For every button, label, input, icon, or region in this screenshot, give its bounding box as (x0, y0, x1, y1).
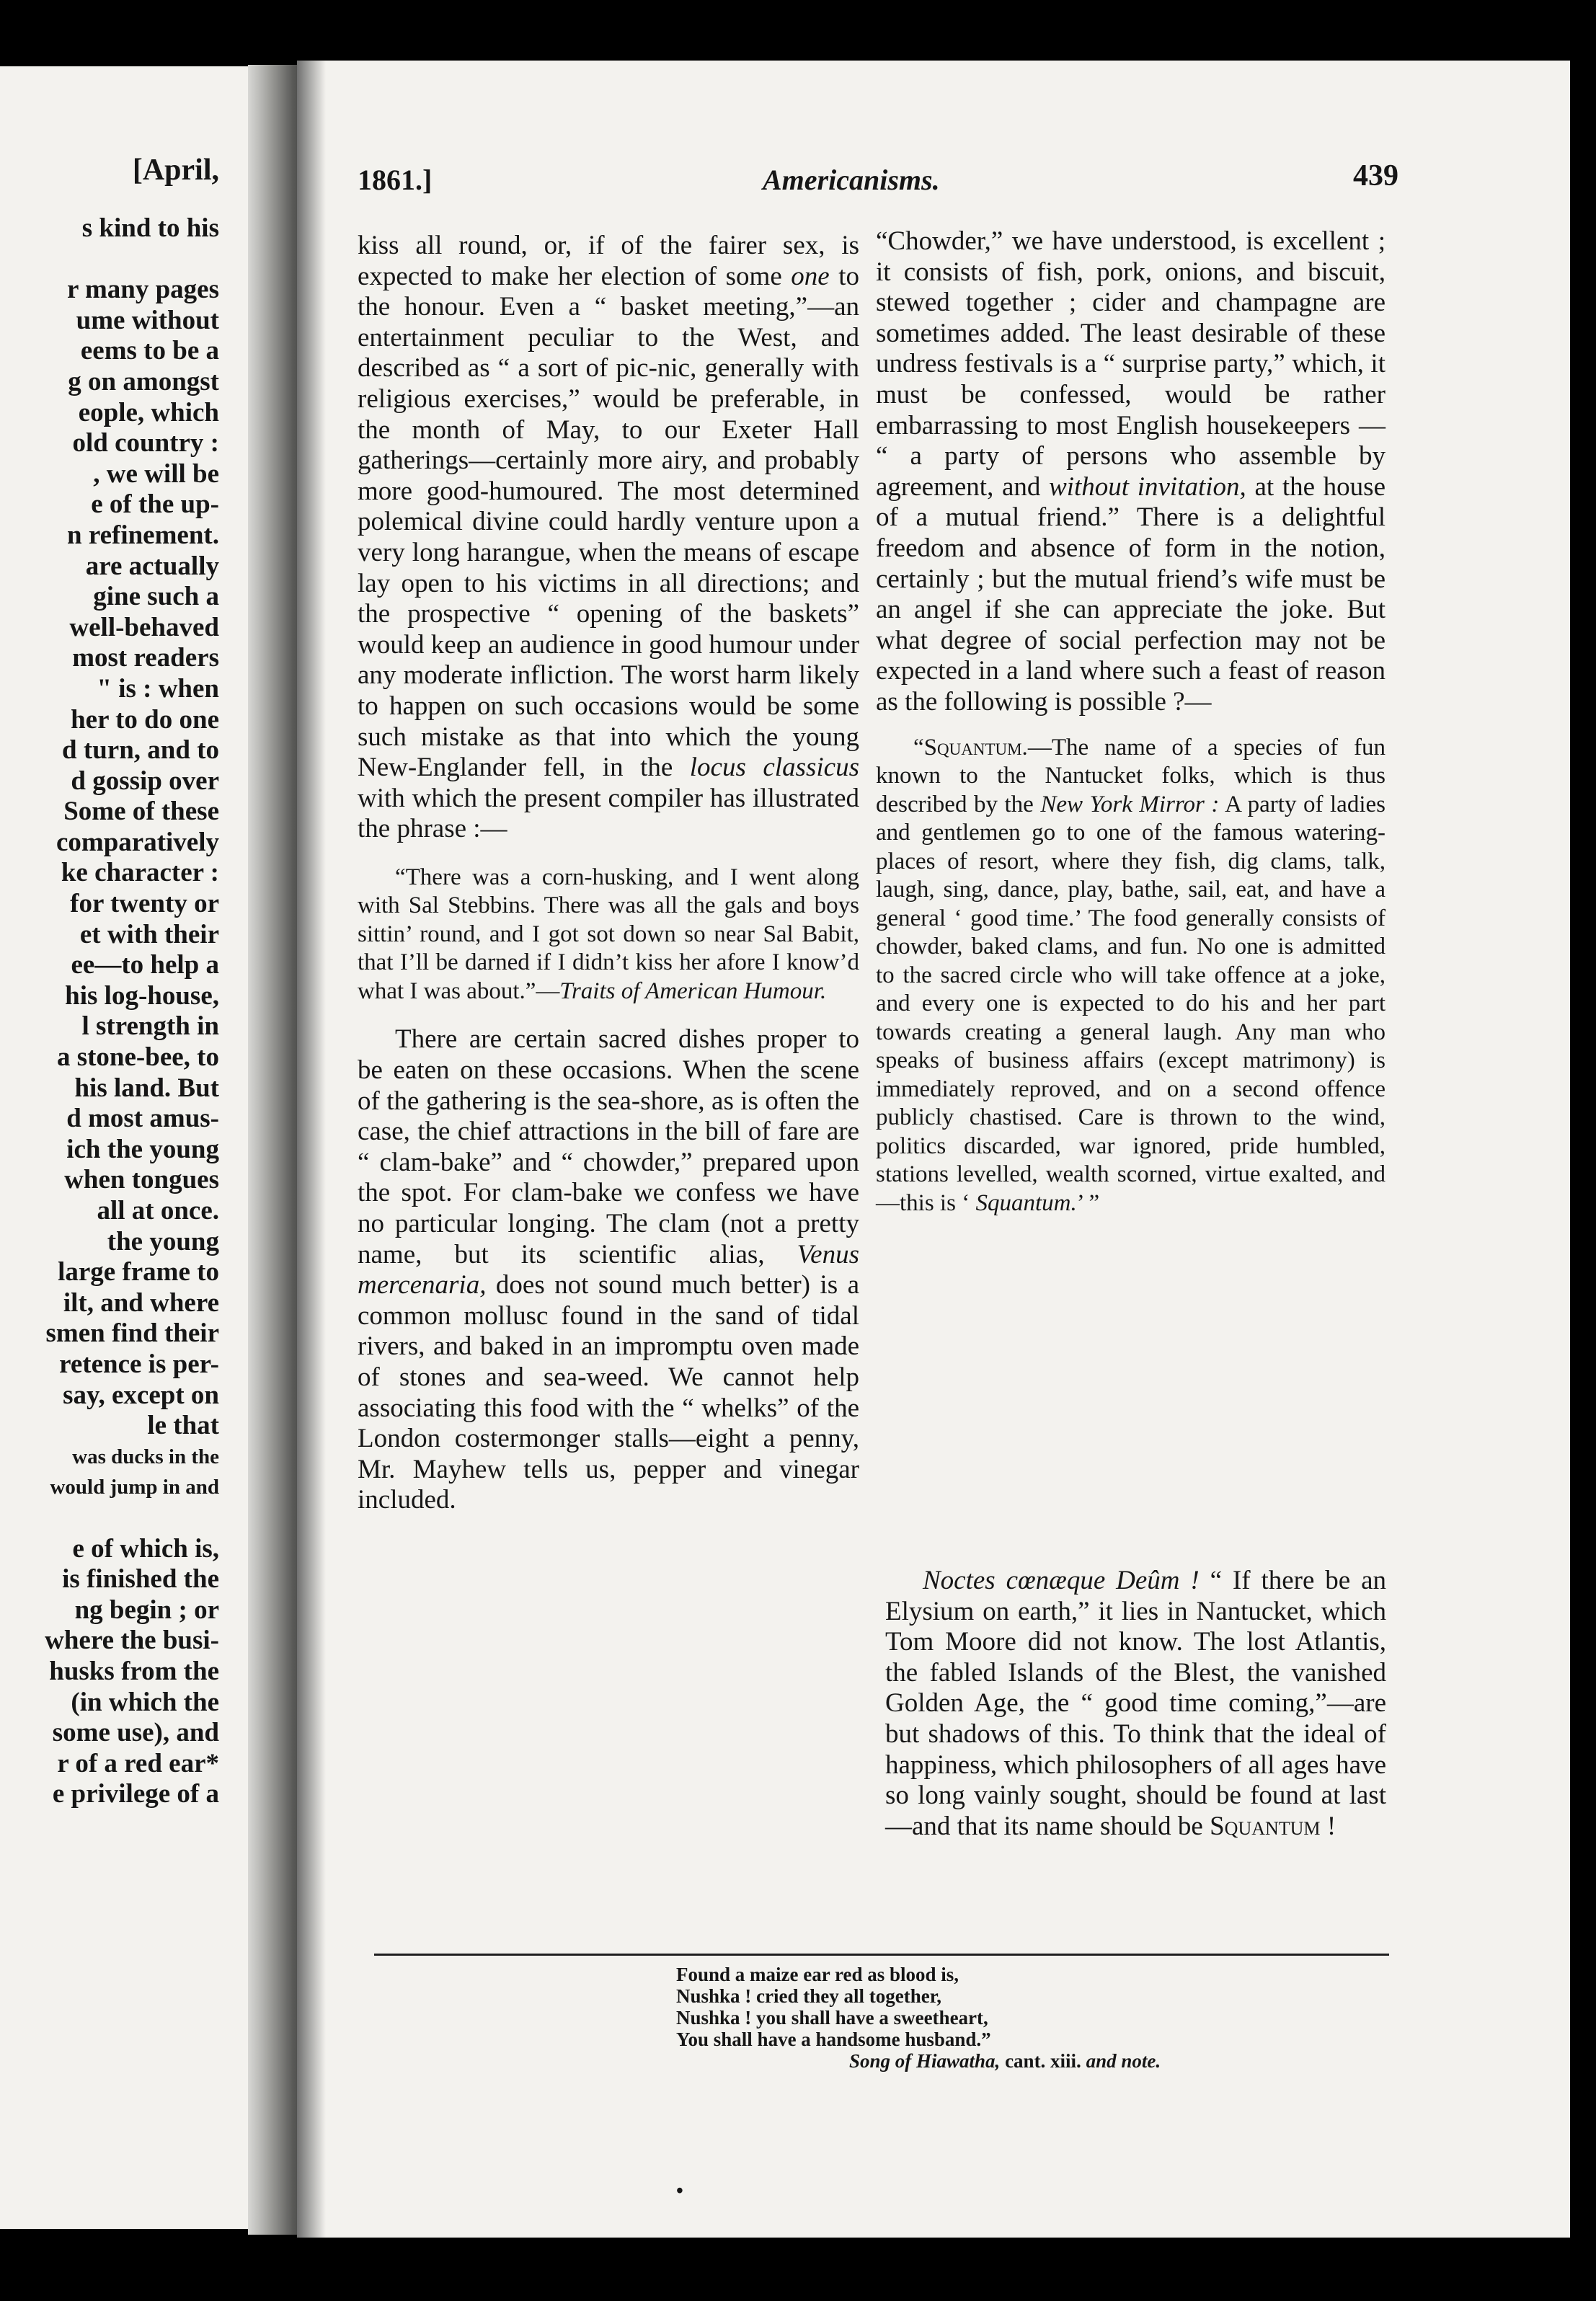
left-line: l strength in (81, 1011, 219, 1042)
left-line: ng begin ; or (74, 1595, 219, 1625)
footnote-rule (374, 1954, 1389, 1956)
footnote-line: Nushka ! cried they all together, (676, 1985, 941, 2007)
left-page-text (45, 213, 219, 1810)
left-line: her to do one (71, 704, 219, 735)
running-head-year: 1861.] (358, 164, 433, 196)
running-head-title: Americanisms. (763, 164, 940, 196)
left-line: the young (107, 1226, 219, 1256)
paragraph-basket-meeting (358, 231, 859, 845)
footnote-line: Found a maize ear red as blood is, (676, 1964, 959, 1985)
citation-title: Song of Hiawatha, (849, 2050, 1001, 2072)
left-line: his log-house, (65, 980, 219, 1011)
left-line: e of which is, (72, 1533, 219, 1564)
left-line: a stone-bee, to (56, 1042, 219, 1073)
text-run: A party of ladies and gentlemen go to one of the famous watering-places of resort, where they fish, dig clams, talk, laugh, sing, dance, play, bathe, sail, eat, and have a general ‘ good time.’ The food generally consists of chowder, baked clams, and fun. No one is admitted to the sacred circle who will take offence at a joke, and every one is expected to do his and her part towards creating a general laugh. Any man who speaks of business affairs (except matrimony) is immediately reproved, and on a second offence publicly chastised. Care is thrown to the wind, politics discarded, war ignored, pride humbled, stations levelled, wealth scorned, virtue exalted, and—this is ‘ (876, 791, 1386, 1216)
left-line: s kind to his (81, 213, 219, 243)
quote-source: Traits of American Humour. (559, 977, 827, 1004)
left-line: some use), and (52, 1718, 219, 1748)
italic-run: one (791, 261, 830, 291)
italic-run: locus classicus (689, 753, 859, 783)
italic-run: Venus mercenaria, (358, 1239, 859, 1300)
left-line: is finished the (62, 1564, 219, 1595)
quotation-squantum (876, 734, 1386, 1218)
text-run: ’ ” (1076, 1189, 1100, 1216)
text-run: with which the present compiler has illustrated the phrase :— (358, 783, 859, 844)
left-line: all at once. (97, 1196, 219, 1225)
left-line: le that (147, 1411, 219, 1441)
page-number: 439 (1353, 159, 1398, 192)
left-line: n refinement. (67, 520, 219, 550)
text-run: does not sound much better) is a common mollusc found in the sand of tidal rivers, and baked in an impromptu oven made of stones and sea-weed. We cannot help associating this food with the “ whelks” of the London costermonger stalls—eight a penny, Mr. Mayhew tells us, pepper and vinegar included. (358, 1270, 859, 1515)
left-line: smen find their (45, 1318, 219, 1349)
italic-run: New York Mirror : (1040, 791, 1220, 817)
text-run: ! (1320, 1811, 1336, 1841)
left-line: r of a red ear* (57, 1748, 219, 1778)
left-line: et with their (79, 919, 219, 949)
paragraph-noctes (885, 1566, 1386, 1842)
left-line: ilt, and where (63, 1287, 219, 1318)
left-line: e of the up- (91, 489, 219, 520)
left-line: are actually (85, 551, 219, 581)
left-line: eople, which (78, 397, 219, 427)
gutter-shadow (297, 61, 326, 2238)
quotation-corn-husking (358, 864, 859, 1006)
italic-run: Squantum. (975, 1189, 1077, 1216)
citation-canto: cant. xiii. (1000, 2050, 1086, 2072)
print-mark: • (676, 2180, 683, 2202)
footnote-line: You shall have a handsome husband.” (676, 2029, 991, 2050)
left-line (45, 1503, 219, 1534)
text-run: There are certain sacred dishes proper to be eaten on these occasions. When the scene of the gathering is the sea-shore, as is often the case, the chief attractions in the bill of fare are “ clam-bake” and “ chowder,” prepared upon the spot. For clam-bake we confess we have no particular longing. The clam (not a pretty name, but its scientific alias, (358, 1024, 859, 1269)
footnote (676, 1964, 1161, 2072)
text-run: at the house of a mutual friend.” There is a delightful freedom and absence of form in the notion, certainly ; but the mutual friend’s wife must be an angel if she can appreciate the joke. But what degree of social perfection may not be expected in a land where such a feast of reason as the following is possible ?— (876, 471, 1386, 717)
text-run: “ If there be an Elysium on earth,” it lies in Nantucket, which Tom Moore did not know. The lost Atlantis, the fabled Islands of the Blest, the vanished Golden Age, the “ good time coming,”—are but shadows of this. To think that the ideal of happiness, which philosophers of all ages have so long vainly sought, should be found at last—and that its name should be (885, 1566, 1386, 1841)
left-line: well-behaved (69, 612, 219, 642)
left-line: gine such a (93, 582, 219, 612)
left-line: would jump in and (50, 1476, 219, 1499)
column-right (876, 226, 1386, 1218)
right-page (297, 61, 1570, 2238)
small-caps-run: Squantum. (923, 734, 1028, 761)
left-line: ee—to help a (71, 950, 219, 980)
left-line: Some of these (63, 797, 219, 827)
left-line: ke character : (61, 858, 219, 888)
column-right-lower (885, 1566, 1386, 1842)
left-line: (in which the (71, 1687, 219, 1717)
left-running-head: [April, (132, 154, 219, 187)
italic-run: Noctes cœnæque Deûm ! (923, 1566, 1200, 1595)
left-line: " is : when (97, 673, 219, 704)
text-run: —The name of a species of fun known to the Nantucket folks, which is thus described by the (876, 734, 1386, 817)
left-line: for twenty or (70, 889, 219, 919)
left-line: e privilege of a (52, 1779, 219, 1809)
text-run: “ (913, 734, 924, 761)
column-left (358, 231, 859, 1516)
left-line: large frame to (58, 1257, 219, 1287)
text-run: to the honour. Even a “ basket meeting,”—an entertainment peculiar to the West, and described as “ a sort of pic-nic, generally with religious exercises,” would be preferable, in the month of May, to our Exeter Hall gatherings—certainly more airy, and probably more good-humoured. The most determined polemical divine could hardly venture upon a very long harangue, when the means of escape lay open to his victims in all directions; and the prospective “ opening of the baskets” would keep an audience in good humour under any moderate infliction. The worst harm likely to happen on such occasions would be some such mistake as that into which the young New-Englander fell, in the (358, 261, 859, 783)
text-run: kiss all round, or, if of the fairer sex, is expected to make her election of some (358, 231, 859, 291)
left-line: retence is per- (59, 1349, 219, 1379)
paragraph-sacred-dishes (358, 1024, 859, 1516)
left-line: eems to be a (80, 336, 219, 366)
left-line: d gossip over (71, 766, 219, 796)
left-line (45, 244, 219, 275)
left-line: husks from the (49, 1656, 219, 1686)
footnote-citation (849, 2050, 1161, 2072)
left-line: ich the young (66, 1134, 219, 1164)
italic-run: without invitation, (1049, 471, 1246, 502)
text-run: “Chowder,” we have understood, is excellent ; it consists of fish, pork, onions, and biscuit, stewed together ; cider and champagne are sometimes added. The least desirable of these undress festivals is a “ surprise party,” which, it must be confessed, would be rather embarrassing to most English housekeepers — “ a party of persons who assemble by agreement, and (876, 226, 1386, 502)
left-line: when tongues (64, 1165, 219, 1195)
left-line: say, except on (63, 1380, 219, 1410)
left-line: ume without (76, 305, 219, 335)
left-line: d most amus- (66, 1104, 219, 1134)
left-line: where the busi- (45, 1626, 219, 1656)
small-caps-run: Squantum (1210, 1811, 1321, 1841)
left-page-fragment (0, 66, 268, 2229)
left-line: comparatively (56, 827, 219, 857)
left-line: r many pages (66, 275, 219, 305)
left-line: g on amongst (68, 366, 219, 396)
left-line: was ducks in the (72, 1445, 219, 1468)
left-line: his land. But (74, 1073, 219, 1103)
text-run: “There was a corn-husking, and I went along with Sal Stebbins. There was all the gals and boys sittin’ round, and I got sot down so near Sal Babit, that I’ll be darned if I didn’t kiss her afore I know’d what I was about.”— (358, 864, 859, 1004)
footnote-line: Nushka ! you shall have a sweetheart, (676, 2007, 988, 2029)
paragraph-chowder (876, 226, 1386, 718)
citation-note: and note. (1086, 2050, 1161, 2072)
left-line: most readers (72, 643, 219, 673)
left-line: old country : (72, 428, 219, 458)
left-line: , we will be (93, 458, 219, 489)
left-line: d turn, and to (62, 735, 219, 766)
